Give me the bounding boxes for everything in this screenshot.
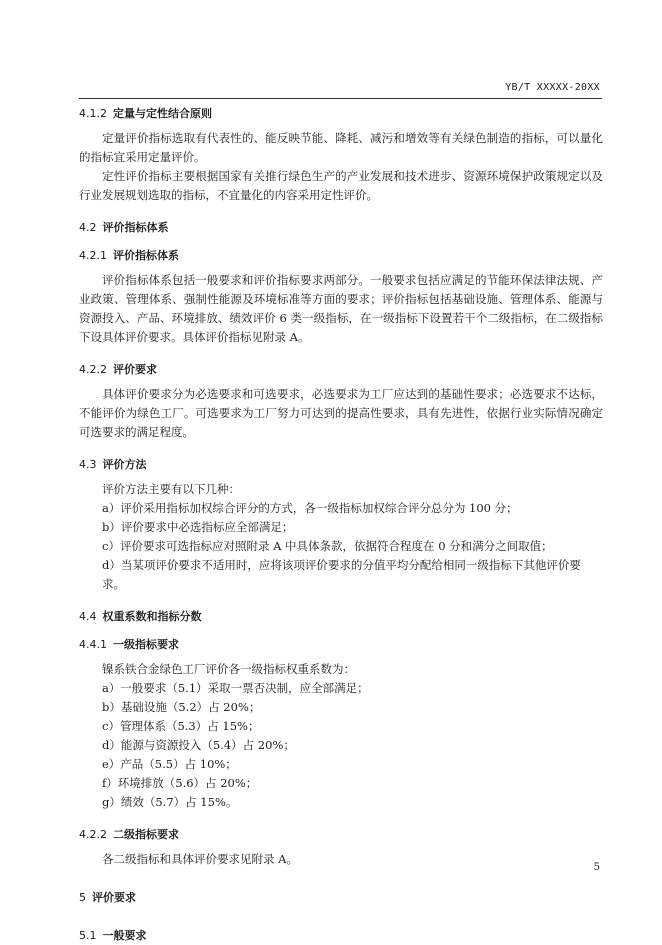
heading-4-1-2 <box>79 104 603 123</box>
heading-number: 4.2.2 <box>79 363 107 376</box>
list-item: d）当某项评价要求不适用时，应将该项评价要求的分值平均分配给相同一级指标下其他评价要求。 <box>102 558 581 591</box>
heading-title: 评价要求 <box>113 363 157 376</box>
heading-title: 一般要求 <box>102 929 147 942</box>
header-divider <box>79 98 602 99</box>
paragraph: 评价方法主要有以下几种： <box>102 482 240 496</box>
heading-4-3 <box>79 455 603 474</box>
heading-number: 4.1.2 <box>79 107 107 120</box>
paragraph: 镍系铁合金绿色工厂评价各一级指标权重系数为： <box>102 662 355 676</box>
heading-4-2-2 <box>79 360 603 379</box>
heading-title: 定量与定性结合原则 <box>113 107 212 120</box>
paragraph: 评价指标体系包括一般要求和评价指标要求两部分。一般要求包括应满足的节能环保法律法规、产业政策、管理体系、强制性能源及环境标准等方面的要求；评价指标包括基础设施、管理体系、能源与资源投入、产品、环境排放、绩效评价 6 类一级指标，在一级指标下设置若干个二级指标，在二级指标下设具体评价要求。具体评价指标见附录 A。 <box>79 273 603 344</box>
heading-4-2-1 <box>79 246 603 265</box>
paragraph: 具体评价要求分为必选要求和可选要求，必选要求为工厂应达到的基础性要求；必选要求不达标，不能评价为绿色工厂。可选要求为工厂努力可达到的提高性要求，具有先进性，依据行业实际情况确定可选要求的满足程度。 <box>79 387 603 439</box>
paragraph: 定性评价指标主要根据国家有关推行绿色生产的产业发展和技术进步、资源环境保护政策规定以及行业发展规划选取的指标，不宜量化的内容采用定性评价。 <box>79 169 603 202</box>
heading-number: 4.4.1 <box>79 638 107 651</box>
heading-number: 4.2 <box>79 221 97 234</box>
heading-5 <box>79 888 603 907</box>
heading-title: 评价要求 <box>92 891 136 904</box>
list-item: b）评价要求中必选指标应全部满足； <box>102 520 294 534</box>
paragraph: 各二级指标和具体评价要求见附录 A。 <box>102 852 298 866</box>
list-item: b）基础设施（5.2）占 20%； <box>102 700 261 714</box>
heading-title: 评价指标体系 <box>102 221 169 234</box>
heading-number: 4.3 <box>79 458 97 471</box>
document-code: YB/T XXXXX-20XX <box>505 82 600 93</box>
heading-4-2 <box>79 218 603 237</box>
list-item: a）一般要求（5.1）采取一票否决制，应全部满足； <box>102 681 369 695</box>
page-number: 5 <box>593 862 600 873</box>
heading-number: 5 <box>79 891 86 904</box>
heading-title: 权重系数和指标分数 <box>102 610 202 623</box>
list-item: c）评价要求可选指标应对照附录 A 中具体条款，依据符合程度在 0 分和满分之间取值； <box>102 539 553 553</box>
list-item: e）产品（5.5）占 10%； <box>102 757 237 771</box>
list-item: d）能源与资源投入（5.4）占 20%； <box>102 738 295 752</box>
list-item: f）环境排放（5.6）占 20%； <box>102 776 258 790</box>
heading-number: 5.1 <box>79 929 97 942</box>
list-item: g）绩效（5.7）占 15%。 <box>102 795 238 809</box>
heading-4-2-2-secondary <box>79 825 603 844</box>
heading-4-4 <box>79 607 603 626</box>
paragraph: 定量评价指标选取有代表性的、能反映节能、降耗、减污和增效等有关绿色制造的指标，可以量化的指标宜采用定量评价。 <box>79 131 603 164</box>
heading-title: 二级指标要求 <box>113 828 179 841</box>
list-item: a）评价采用指标加权综合评分的方式，各一级指标加权综合评分总分为 100 分； <box>102 501 518 515</box>
heading-title: 评价方法 <box>102 458 147 471</box>
heading-number: 4.2.1 <box>79 249 107 262</box>
heading-title: 一级指标要求 <box>113 638 179 651</box>
list-item: c）管理体系（5.3）占 15%； <box>102 719 260 733</box>
heading-number: 4.2.2 <box>79 828 107 841</box>
heading-number: 4.4 <box>79 610 97 623</box>
heading-title: 评价指标体系 <box>113 249 179 262</box>
page-content <box>79 104 603 945</box>
heading-4-4-1 <box>79 635 603 654</box>
